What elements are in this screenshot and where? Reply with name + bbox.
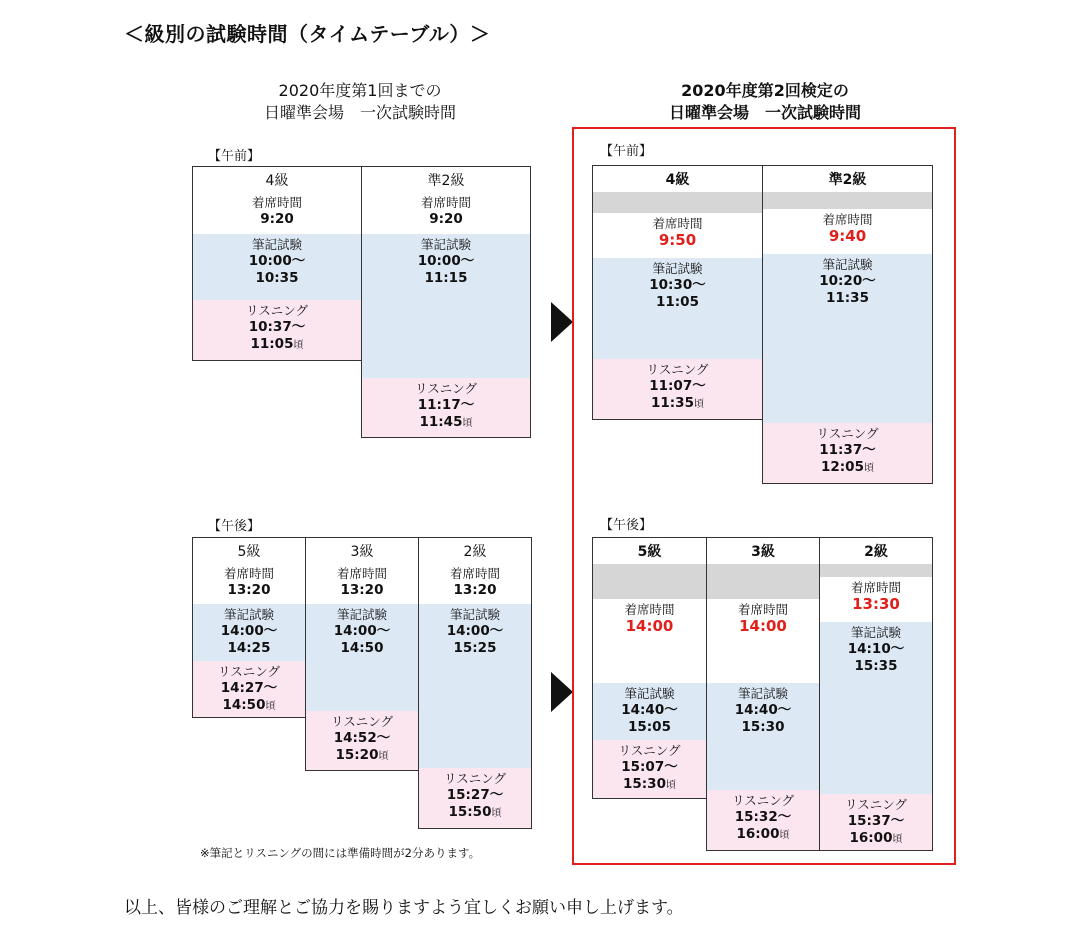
right-3-listening-block (706, 790, 820, 851)
left-4-written-block (192, 234, 362, 301)
right-pm-grade-2: 2級 (819, 537, 933, 565)
seat-time: 14:00 (739, 617, 787, 635)
seat-label: 着席時間 (652, 216, 703, 231)
approx-mark: 頃 (265, 701, 276, 712)
seat-label: 着席時間 (624, 602, 675, 617)
left-heading-line2: 日曜準会場 一次試験時間 (263, 103, 456, 122)
right-pre2-gap (762, 192, 933, 210)
right-am-label: 【午前】 (600, 144, 653, 159)
right-3-gap (706, 564, 820, 600)
listening-label: リスニング (731, 793, 794, 808)
right-pm-label: 【午後】 (600, 518, 653, 533)
seat-time: 9:20 (260, 211, 294, 227)
seat-time: 13:30 (852, 595, 900, 613)
written-label: 筆記試験 (850, 625, 901, 640)
left-pre2-listening-block (361, 378, 531, 438)
listening-end (362, 414, 530, 432)
written-label: 筆記試験 (336, 607, 387, 622)
written-start: 10:00〜 (417, 253, 475, 269)
right-pm-grade-5: 5級 (592, 537, 707, 565)
approx-mark: 頃 (462, 418, 473, 429)
listening-end (193, 697, 305, 715)
listening-start: 11:07〜 (649, 378, 706, 394)
right-2-listening-block (819, 794, 933, 851)
written-label: 筆記試験 (822, 257, 873, 272)
written-start: 14:00〜 (333, 623, 391, 639)
written-label: 筆記試験 (251, 237, 302, 252)
left-am-grade-pre2: 準2級 (361, 166, 531, 193)
listening-start: 10:37〜 (248, 319, 306, 335)
right-pm-grade-3: 3級 (706, 537, 820, 565)
right-am-grade-pre2: 準2級 (762, 165, 933, 193)
left-2-written-block (418, 604, 532, 769)
left-3-seat-block (305, 563, 419, 605)
left-heading (190, 80, 530, 124)
right-pre2-seat-block (762, 209, 933, 255)
approx-mark: 頃 (779, 830, 790, 841)
listening-start: 14:52〜 (333, 730, 391, 746)
left-3-written-block (305, 604, 419, 712)
listening-end (820, 830, 932, 848)
right-pre2-listening-block (762, 423, 933, 484)
right-2-seat-block (819, 577, 933, 623)
left-pre2-written-block (361, 234, 531, 379)
preparation-note: ※筆記とリスニングの間には準備時間が2分あります。 (200, 846, 481, 860)
listening-end-time: 14:50 (222, 697, 266, 713)
seat-label: 着席時間 (251, 195, 302, 210)
written-start: 14:10〜 (847, 641, 905, 657)
written-end: 15:30 (741, 719, 785, 735)
listening-label: リスニング (618, 743, 681, 758)
listening-start: 15:07〜 (621, 759, 678, 775)
seat-label: 着席時間 (420, 195, 471, 210)
arrow-right-icon (551, 302, 573, 342)
left-2-listening-block (418, 768, 532, 829)
written-end: 14:50 (340, 640, 384, 656)
approx-mark: 頃 (863, 463, 874, 474)
listening-end-time: 11:35 (651, 395, 694, 411)
written-end: 15:25 (453, 640, 497, 656)
listening-end-time: 11:05 (250, 336, 294, 352)
written-start: 10:20〜 (819, 273, 876, 289)
written-end: 10:35 (255, 270, 299, 286)
right-3-seat-block (706, 599, 820, 684)
listening-start: 11:37〜 (819, 442, 876, 458)
listening-start: 14:27〜 (220, 680, 278, 696)
listening-end (419, 804, 531, 822)
listening-end-time: 16:00 (736, 826, 780, 842)
right-heading-line2: 日曜準会場 一次試験時間 (668, 103, 861, 122)
seat-time: 13:20 (453, 582, 497, 598)
written-end: 14:25 (227, 640, 271, 656)
written-end: 15:05 (628, 719, 671, 735)
left-4-seat-block (192, 192, 362, 235)
written-start: 14:00〜 (220, 623, 278, 639)
listening-label: リスニング (414, 381, 477, 396)
approx-mark: 頃 (491, 808, 502, 819)
left-2-seat-block (418, 563, 532, 605)
left-am-label: 【午前】 (208, 149, 261, 164)
approx-mark: 頃 (693, 399, 704, 410)
right-4-listening-block (592, 359, 763, 420)
seat-label: 着席時間 (822, 212, 873, 227)
seat-time: 14:00 (625, 617, 674, 635)
listening-end-time: 15:20 (335, 747, 379, 763)
seat-time: 9:50 (658, 231, 697, 249)
listening-start: 15:27〜 (446, 787, 504, 803)
page-title: ＜級別の試験時間（タイムテーブル）＞ (124, 22, 491, 46)
listening-end (593, 395, 762, 413)
right-pre2-written-block (762, 254, 933, 424)
approx-mark: 頃 (293, 340, 304, 351)
right-4-written-block (592, 258, 763, 360)
listening-end-time: 15:30 (623, 776, 666, 792)
seat-time: 9:40 (828, 227, 867, 245)
written-label: 筆記試験 (449, 607, 500, 622)
right-5-listening-block (592, 740, 707, 799)
listening-label: リスニング (443, 771, 506, 786)
written-start: 14:40〜 (621, 702, 678, 718)
left-4-listening-block (192, 300, 362, 361)
left-pm-label: 【午後】 (208, 519, 261, 534)
left-pm-grade-3: 3級 (305, 537, 419, 564)
listening-label: リスニング (330, 714, 393, 729)
listening-end (593, 776, 706, 794)
written-label: 筆記試験 (652, 261, 703, 276)
right-5-gap (592, 564, 707, 600)
left-5-written-block (192, 604, 306, 662)
left-5-seat-block (192, 563, 306, 605)
listening-start: 15:32〜 (734, 809, 792, 825)
written-label: 筆記試験 (223, 607, 274, 622)
approx-mark: 頃 (665, 780, 676, 791)
approx-mark: 頃 (378, 751, 389, 762)
listening-start: 15:37〜 (847, 813, 905, 829)
left-pre2-seat-block (361, 192, 531, 235)
listening-label: リスニング (646, 362, 709, 377)
seat-label: 着席時間 (850, 580, 901, 595)
written-start: 14:40〜 (734, 702, 792, 718)
listening-end-time: 15:50 (448, 804, 492, 820)
right-4-seat-block (592, 213, 763, 259)
listening-end-time: 12:05 (821, 459, 864, 475)
listening-label: リスニング (217, 664, 280, 679)
seat-time: 13:20 (340, 582, 384, 598)
listening-end (707, 826, 819, 844)
written-start: 14:00〜 (446, 623, 504, 639)
left-pm-grade-5: 5級 (192, 537, 306, 564)
written-label: 筆記試験 (624, 686, 675, 701)
arrow-right-icon (551, 672, 573, 712)
left-heading-line1: 2020年度第1回までの (278, 81, 442, 100)
listening-end (193, 336, 361, 354)
right-am-grade-4: 4級 (592, 165, 763, 193)
listening-end-time: 16:00 (849, 830, 893, 846)
written-label: 筆記試験 (420, 237, 471, 252)
written-end: 11:15 (424, 270, 468, 286)
written-end: 11:35 (826, 290, 869, 306)
seat-label: 着席時間 (336, 566, 387, 581)
right-5-written-block (592, 683, 707, 741)
approx-mark: 頃 (892, 834, 903, 845)
left-pm-grade-2: 2級 (418, 537, 532, 564)
left-5-listening-block (192, 661, 306, 718)
right-2-gap (819, 564, 933, 578)
seat-label: 着席時間 (223, 566, 274, 581)
written-label: 筆記試験 (737, 686, 788, 701)
written-start: 10:00〜 (248, 253, 306, 269)
listening-end-time: 11:45 (419, 414, 463, 430)
right-4-gap (592, 192, 763, 214)
left-am-grade-4: 4級 (192, 166, 362, 193)
right-heading-line1: 2020年度第2回検定の (681, 81, 849, 100)
listening-end (763, 459, 932, 477)
right-5-seat-block (592, 599, 707, 684)
seat-time: 13:20 (227, 582, 271, 598)
listening-end (306, 747, 418, 765)
seat-time: 9:20 (429, 211, 463, 227)
listening-label: リスニング (245, 303, 308, 318)
written-start: 10:30〜 (649, 277, 706, 293)
right-heading (590, 80, 940, 124)
listening-start: 11:17〜 (417, 397, 475, 413)
left-3-listening-block (305, 711, 419, 771)
listening-label: リスニング (816, 426, 879, 441)
seat-label: 着席時間 (737, 602, 788, 617)
right-2-written-block (819, 622, 933, 795)
listening-label: リスニング (844, 797, 907, 812)
right-3-written-block (706, 683, 820, 791)
written-end: 11:05 (656, 294, 699, 310)
written-end: 15:35 (854, 658, 898, 674)
closing-message: 以上、皆様のご理解とご協力を賜りますよう宜しくお願い申し上げます。 (124, 898, 684, 918)
seat-label: 着席時間 (449, 566, 500, 581)
